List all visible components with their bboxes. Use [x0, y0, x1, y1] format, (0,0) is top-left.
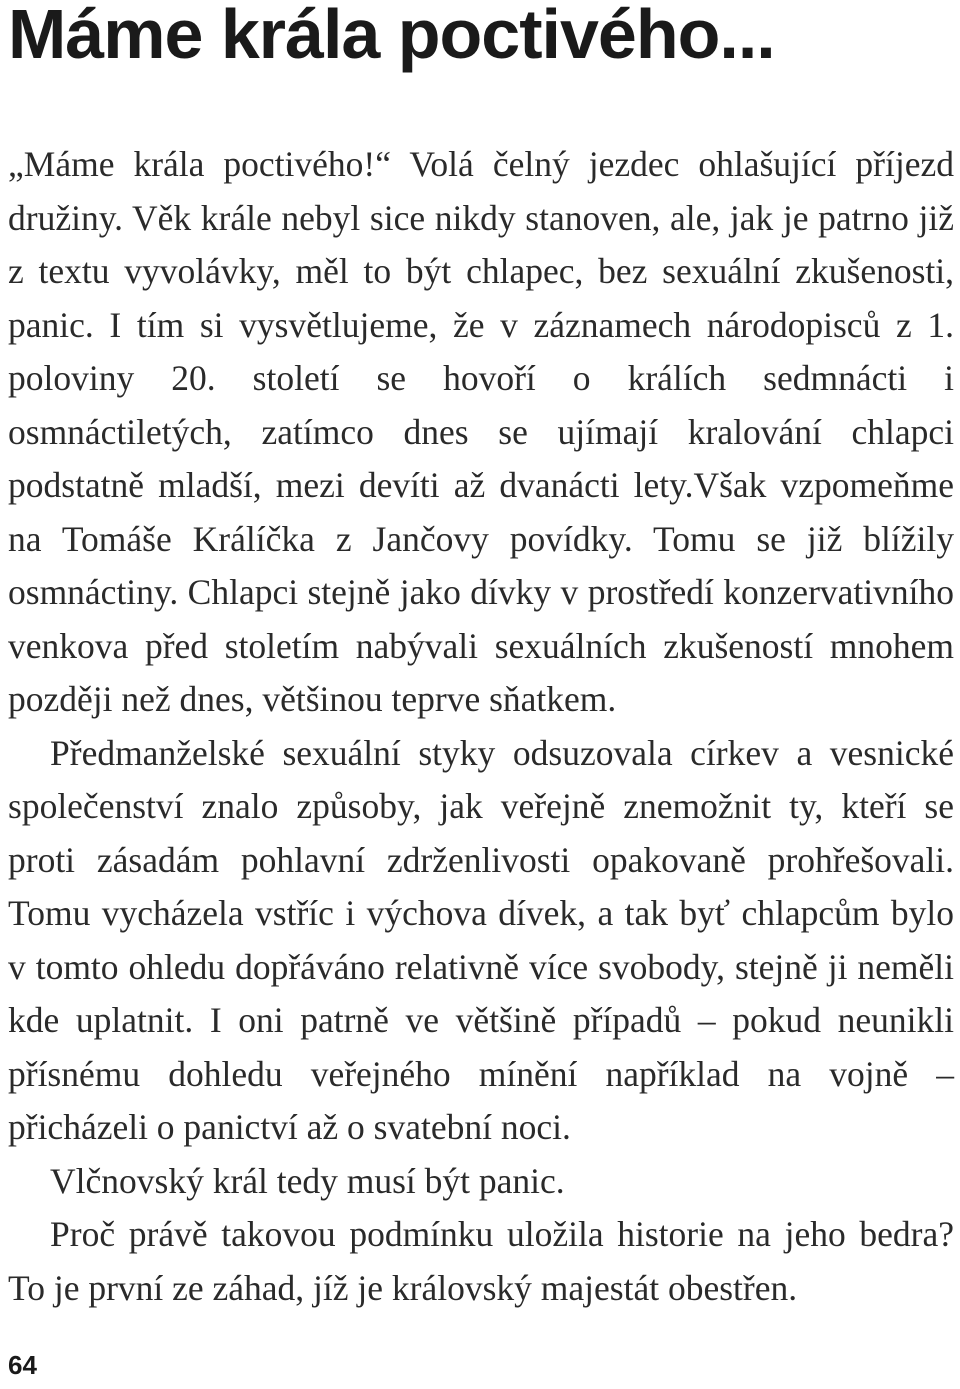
page-number: 64	[8, 1350, 37, 1380]
article-body	[8, 138, 954, 1315]
paragraph-4: Proč právě takovou podmínku uložila historie na jeho bedra? To je první ze záhad, jíž je královský majestát obestřen.	[8, 1214, 954, 1308]
paragraph-1: „Máme krála poctivého!“ Volá čelný jezdec ohlašující příjezd družiny. Věk krále nebyl sice nikdy stanoven, ale, jak je patrno již z textu vyvolávky, měl to být chlapec, bez sexuální zkušenosti, panic. I tím si vysvětlujeme, že v záznamech národopisců z 1. poloviny 20. století se hovoří o králích sedmnácti i osmnáctiletých, zatímco dnes se ujímají kralování chlapci podstatně mladší, mezi devíti až dvanácti lety.Však vzpomeňme na Tomáše Králíčka z Jančovy povídky. Tomu se již blížily osmnáctiny. Chlapci stejně jako dívky v prostředí konzervativního venkova před stoletím nabývali sexuálních zkušeností mnohem později než dnes, většinou teprve sňatkem.	[8, 144, 954, 719]
paragraph-3: Vlčnovský král tedy musí být panic.	[50, 1160, 565, 1201]
paragraph-2: Předmanželské sexuální styky odsuzovala církev a vesnické společenství znalo způsoby, jak veřejně znemožnit ty, kteří se proti zásadám pohlavní zdrženlivosti opakovaně prohřešovali. Tomu vycházela vstříc i výchova dívek, a tak byť chlapcům bylo v tomto ohledu dopřáváno relativně více svobody, stejně ji neměli kde uplatnit. I oni patrně ve většině případů – pokud neunikli přísnému dohledu veřejného mínění například na vojně – přicházeli o panictví až o svatební noci.	[8, 732, 954, 1147]
page-title: Máme krála poctivého...	[8, 0, 775, 73]
